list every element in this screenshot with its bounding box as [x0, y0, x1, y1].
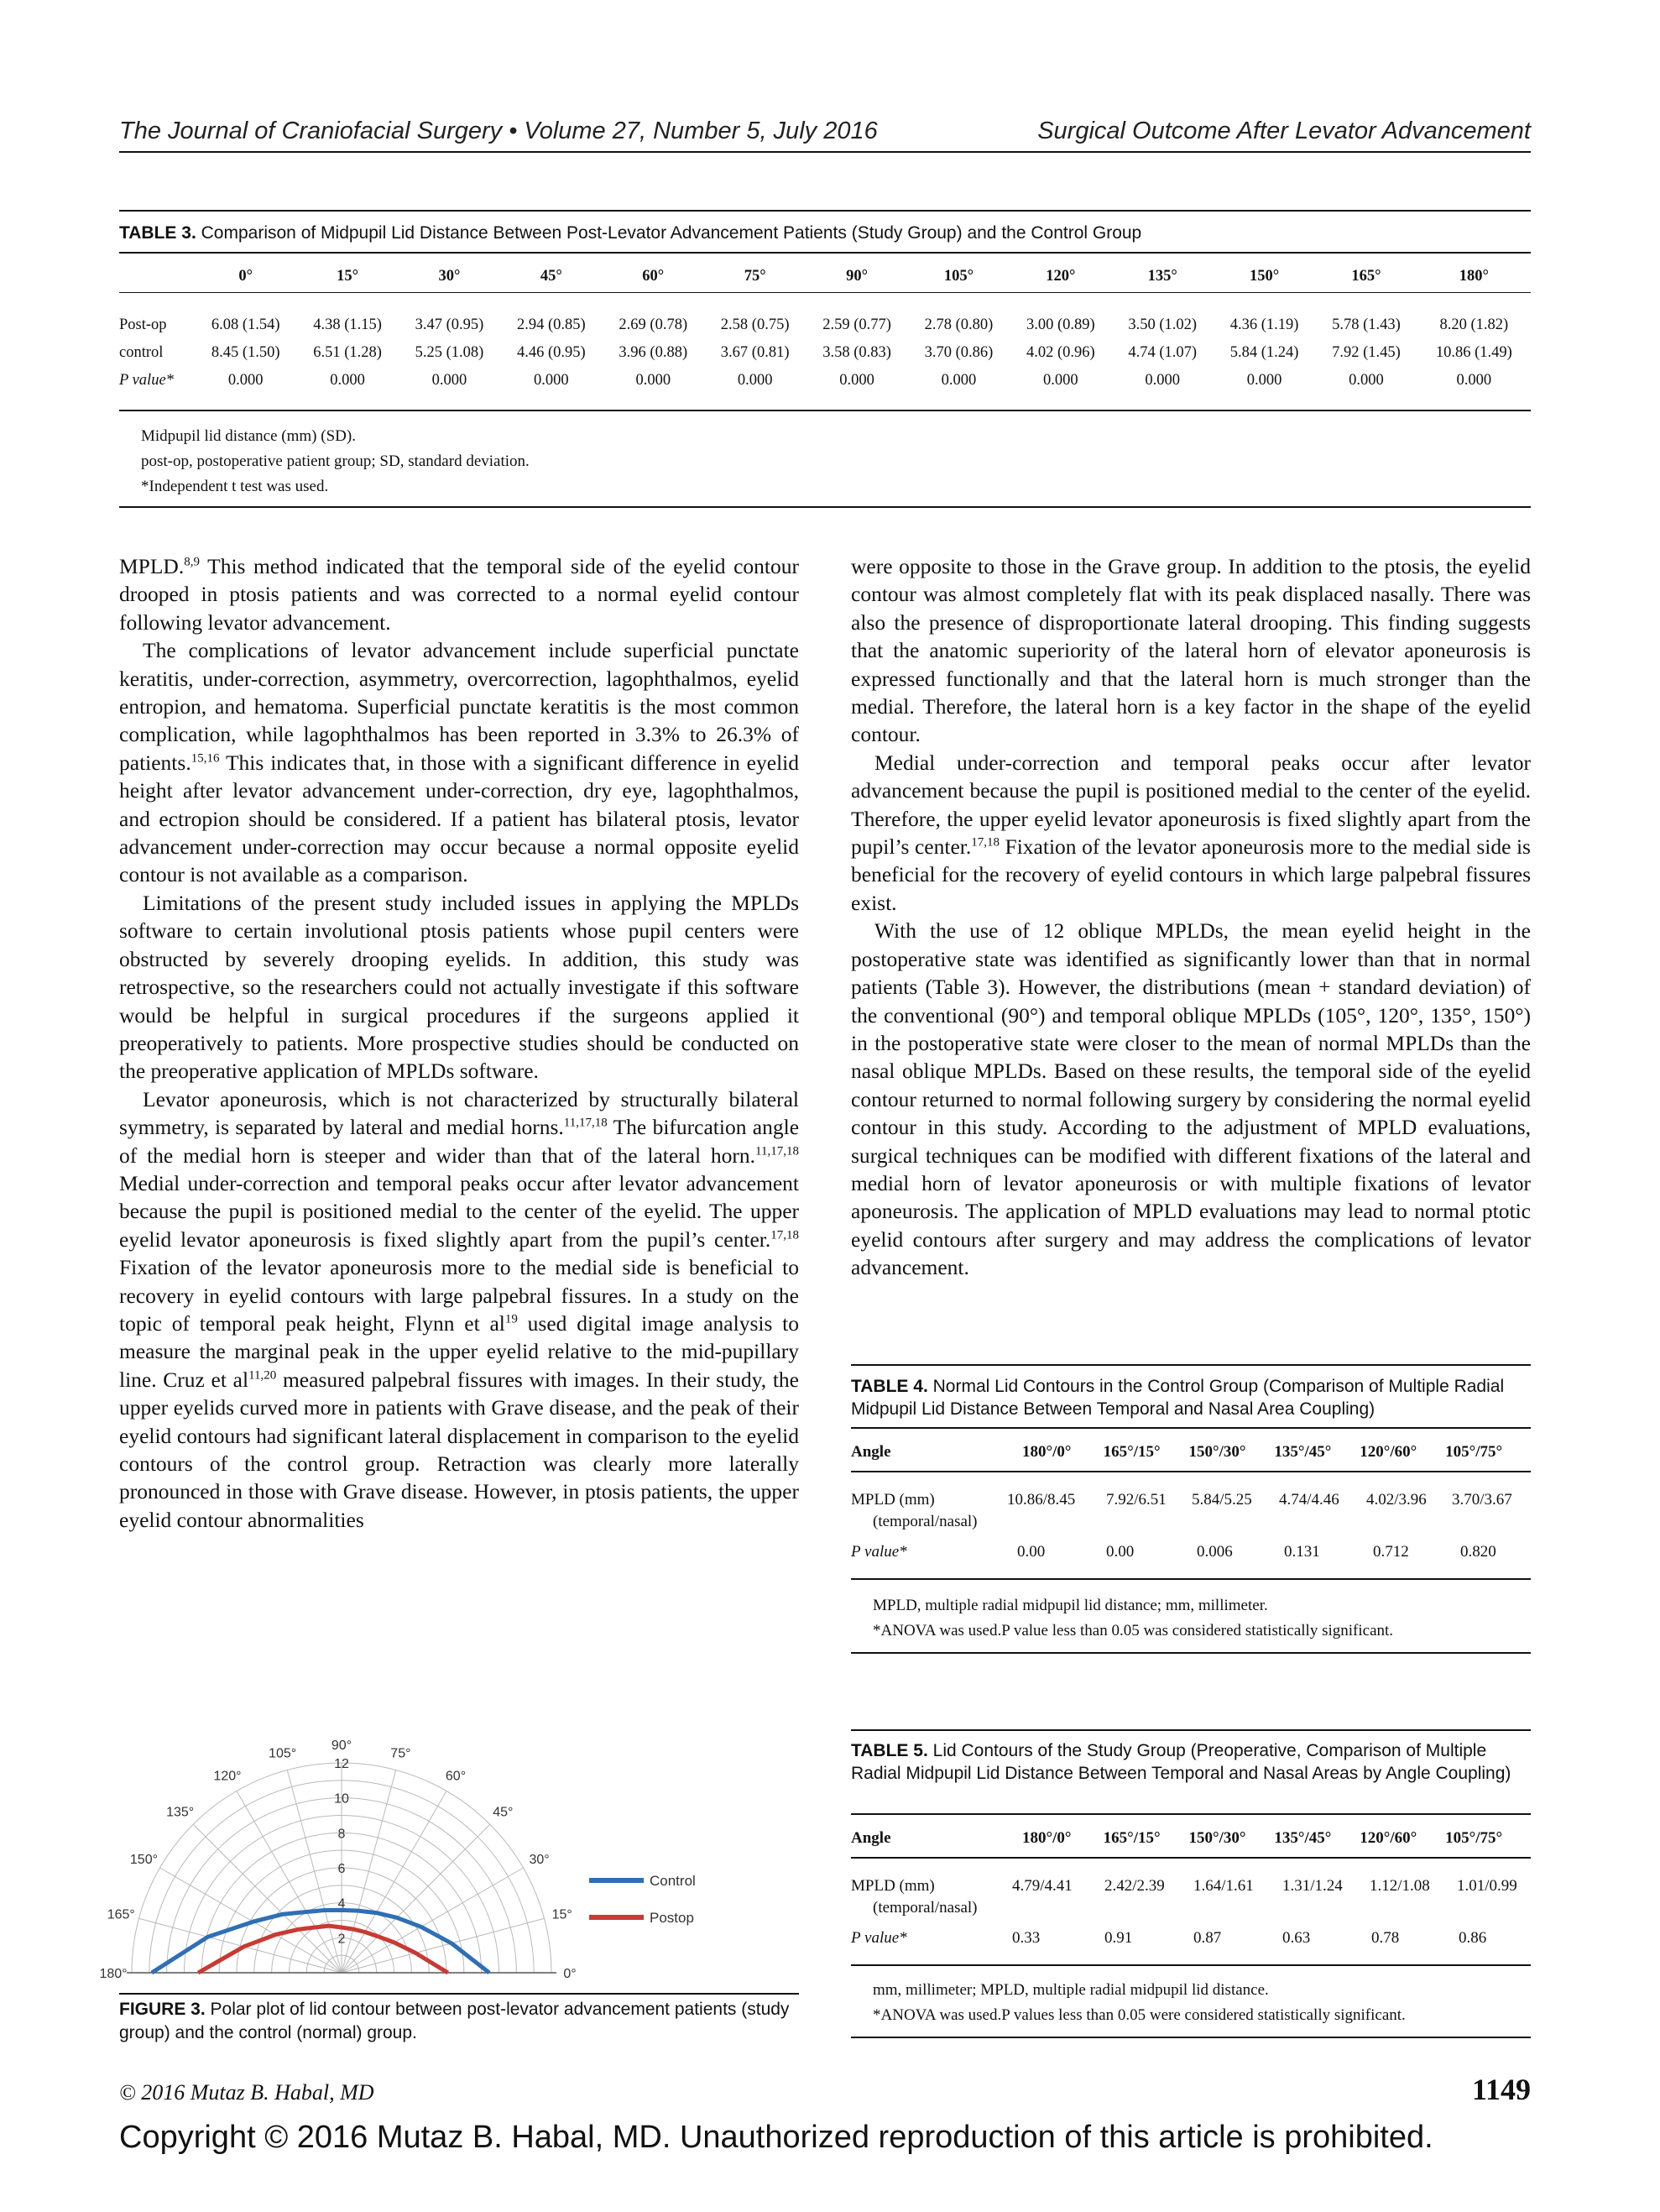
footnote: post-op, postoperative patient group; SD, standard deviation. [141, 452, 530, 470]
table3-col-75: 75° [744, 267, 766, 285]
table-cell: 4.46 (0.95) [517, 344, 586, 361]
table-cell: 0.000 [1246, 372, 1282, 389]
table-header-cell: 150°/30° [1188, 1443, 1246, 1461]
header-rule [119, 151, 1531, 153]
table-cell: 3.96 (0.88) [619, 344, 688, 361]
angle-label: 15° [551, 1907, 572, 1922]
table5-row-sublabel: (temporal/nasal) [873, 1899, 978, 1917]
table-cell: 0.000 [635, 372, 671, 389]
table-cell: 2.58 (0.75) [720, 316, 790, 333]
table3-row-label: Post-op [119, 316, 167, 333]
running-header-right: Surgical Outcome After Levator Advancement [1037, 118, 1531, 144]
grid-spoke [342, 1770, 396, 1973]
table3-row-label: P value* [119, 372, 174, 389]
paragraph: The complications of levator advancement include superficial punctate keratitis, under-correction, asymmetry, overcorrection, lagophthalmos, eyelid entropion, and hematoma. Superficial punctate keratitis is the most common complication, while lagophthalmos has been reported in 3.3% to 26.3% of patients.$^{15,16}$ This indicates that, in those with a significant difference in eyelid height after levator advancement under-correction, dry eye, lagophthalmos, and ectropion should be considered. If a patient has bilateral ptosis, levator advancement under-correction may occur because a normal opposite eyelid contour is not available as a comparison. [119, 638, 799, 887]
angle-label: 165° [107, 1907, 135, 1922]
paragraph: Medial under-correction and temporal peaks occur after levator advancement because the pupil is positioned medial to the center of the eyelid. Therefore, the upper eyelid levator aponeurosis is fixed slightly apart from the pupil’s center.$^{17,18}$ Fixation of the levator aponeurosis more to the medial side is beneficial for the recovery of eyelid contours in which large palpebral fissures exist. [851, 750, 1531, 915]
table5 [851, 1823, 1531, 1854]
table3-end-rule [119, 506, 1531, 508]
table-cell: 4.02 (0.96) [1026, 344, 1095, 361]
paragraph: were opposite to those in the Grave group. In addition to the ptosis, the eyelid contour was almost completely flat with its peak displaced nasally. There was also the presence of disproportionate lateral drooping. This finding suggests that the anatomic superiority of the lateral horn of elevator aponeurosis is expressed functionally and that the lateral horn is much stronger than the medial. Therefore, the lateral horn is a key factor in the shape of the eyelid contour. [851, 554, 1531, 747]
table5-row-label: P value* [851, 1929, 907, 1947]
table-cell: 6.51 (1.28) [313, 344, 382, 361]
table5-caption-rule [851, 1813, 1531, 1815]
table-cell: 1.12/1.08 [1370, 1877, 1430, 1895]
footnote: *ANOVA was used.P value less than 0.05 was considered statistically significant. [873, 1622, 1394, 1639]
table-cell: 2.59 (0.77) [822, 316, 891, 333]
table-cell: 0.000 [227, 372, 264, 389]
table-cell: 8.45 (1.50) [211, 344, 280, 361]
table-cell: 0.000 [1456, 372, 1492, 389]
grid-spoke [342, 1868, 524, 1973]
copyright-notice: Copyright © 2016 Mutaz B. Habal, MD. Unauthorized reproduction of this article is prohibited. [119, 2120, 1433, 2155]
table4-end-rule [851, 1652, 1531, 1654]
table4 [851, 1437, 1531, 1467]
angle-label: 45° [493, 1805, 514, 1820]
table-row [119, 367, 1531, 395]
table-cell: 0.78 [1371, 1929, 1400, 1947]
table-cell: 5.84/5.25 [1192, 1491, 1252, 1509]
table3-col-135: 135° [1147, 267, 1177, 285]
radial-tick-label: 2 [337, 1932, 346, 1947]
table-cell: 1.01/0.99 [1457, 1877, 1517, 1895]
radial-tick-label: 12 [334, 1757, 349, 1771]
footnote: MPLD, multiple radial midpupil lid distance; mm, millimeter. [873, 1597, 1268, 1614]
table-header-cell: Angle [851, 1829, 891, 1847]
table3 [119, 260, 1531, 395]
table-header-cell: 165°/15° [1103, 1443, 1161, 1461]
grid-spoke [193, 1824, 342, 1973]
table3-col-60: 60° [642, 267, 665, 285]
table3-col-120: 120° [1046, 267, 1076, 285]
angle-label: 135° [166, 1805, 195, 1820]
table5-top-rule [851, 1729, 1531, 1731]
table5-header-row [851, 1823, 1531, 1854]
footnote: mm, millimeter; MPLD, multiple radial midpupil lid distance. [873, 1981, 1269, 1999]
table-cell: 0.000 [1349, 372, 1384, 389]
table-header-cell: 120°/60° [1360, 1829, 1417, 1847]
table-cell: 4.38 (1.15) [313, 316, 382, 333]
table-cell: 0.86 [1459, 1929, 1487, 1947]
angle-label: 60° [445, 1769, 467, 1784]
angle-label: 75° [390, 1746, 411, 1761]
table-cell: 0.63 [1282, 1929, 1311, 1947]
table-header-cell: Angle [851, 1443, 891, 1461]
table3-header-row [119, 260, 1531, 293]
running-header-left: The Journal of Craniofacial Surgery • Volume 27, Number 5, July 2016 [119, 118, 878, 144]
table-cell: 3.67 (0.81) [720, 344, 790, 361]
table5-header-rule [851, 1857, 1531, 1859]
table-header-cell: 135°/45° [1274, 1829, 1332, 1847]
radial-tick-label: 4 [337, 1896, 346, 1911]
table-header-cell: 165°/15° [1103, 1829, 1161, 1847]
table4-caption-rule [851, 1427, 1531, 1429]
table-cell: 0.000 [839, 372, 874, 389]
table-cell: 0.131 [1284, 1543, 1320, 1561]
table-header-cell: 105°/75° [1445, 1829, 1503, 1847]
table3-col-0: 0° [238, 267, 253, 285]
table3-caption: TABLE 3. Comparison of Midpupil Lid Distance Between Post-Levator Advancement Patients (Study Group) and the Control Group [119, 223, 1142, 243]
table-cell: 5.78 (1.43) [1332, 316, 1401, 333]
table-cell: 4.74 (1.07) [1128, 344, 1198, 361]
table5-caption: TABLE 5. Lid Contours of the Study Group (Preoperative, Comparison of Multiple Radial Midpupil Lid Distance Between Temporal and Nasal Areas by Angle Coupling) [851, 1741, 1511, 1783]
paragraph: With the use of 12 oblique MPLDs, the mean eyelid height in the postoperative state was identified as significantly lower than that in normal patients (Table 3). However, the distributions (mean + standard deviation) of the conventional (90°) and temporal oblique MPLDs (105°, 120°, 135°, 150°) in the postoperative state were closer to the mean of normal MPLDs than the nasal oblique MPLDs. Based on these results, the temporal side of the eyelid contour returned to normal following surgery by considering the normal eyelid contour in this study. According to the adjustment of MPLD evaluations, surgical techniques can be modified with different fixations of the lateral and medial horn of levator aponeurosis or with multiple fixations of levator aponeurosis. The application of MPLD evaluations may lead to normal ptotic eyelid contours after surgery and may address the complications of levator advancement. [851, 918, 1531, 1280]
table-cell: 10.86/8.45 [1007, 1491, 1076, 1509]
table-cell: 2.69 (0.78) [619, 316, 688, 333]
table-header-cell: 120°/60° [1360, 1443, 1417, 1461]
table4-header-row [851, 1437, 1531, 1467]
angle-label: 105° [269, 1746, 297, 1761]
table-cell: 4.36 (1.19) [1229, 316, 1299, 333]
table5-footnotes [873, 1978, 1406, 2028]
table-cell: 0.000 [941, 372, 977, 389]
table4-row-sublabel: (temporal/nasal) [873, 1513, 978, 1530]
angle-label: 0° [563, 1967, 577, 1981]
table3-caption-rule [119, 252, 1531, 254]
left-column [119, 552, 799, 1534]
table-cell: 7.92 (1.45) [1332, 344, 1401, 361]
table-cell: 7.92/6.51 [1106, 1491, 1167, 1509]
table-cell: 3.70/3.67 [1452, 1491, 1512, 1509]
table-cell: 0.000 [1043, 372, 1078, 389]
legend-label: Control [650, 1873, 696, 1889]
table3-col-45: 45° [540, 267, 562, 285]
table-row [119, 311, 1531, 339]
table3-col-105: 105° [943, 267, 974, 285]
table3-col-15: 15° [337, 267, 359, 285]
table-cell: 3.58 (0.83) [822, 344, 891, 361]
table-cell: 0.000 [431, 372, 467, 389]
grid-spoke [342, 1791, 446, 1973]
table-cell: 0.87 [1193, 1929, 1222, 1947]
table-row [119, 339, 1531, 367]
table-cell: 4.79/4.41 [1012, 1877, 1073, 1895]
figure3-rule [119, 1993, 799, 1995]
table-cell: 2.78 (0.80) [924, 316, 994, 333]
table-header-cell: 180°/0° [1022, 1829, 1072, 1847]
table-cell: 0.000 [1145, 372, 1181, 389]
angle-label: 30° [529, 1853, 550, 1867]
table4-caption: TABLE 4. Normal Lid Contours in the Control Group (Comparison of Multiple Radial Midpupil Lid Distance Between Temporal and Nasal Area Coupling) [851, 1377, 1505, 1419]
table-cell: 0.00 [1106, 1543, 1135, 1561]
table5-end-rule [851, 2037, 1531, 2038]
table-header-cell: 150°/30° [1188, 1829, 1246, 1847]
table-cell: 3.47 (0.95) [415, 316, 484, 333]
angle-label: 150° [129, 1853, 158, 1867]
grid-spoke [159, 1868, 342, 1973]
legend-label: Postop [650, 1910, 694, 1926]
table4-row-label: MPLD (mm) [851, 1491, 935, 1509]
grid-spoke [342, 1824, 490, 1973]
table3-row-label: control [119, 344, 164, 361]
polar-plot-figure [99, 1687, 799, 1990]
paragraph: Levator aponeurosis, which is not characterized by structurally bilateral symmetry, is separated by lateral and medial horns.$^{11,17,18}$ The bifurcation angle of the medial horn is steeper and wider than that of the lateral horn.$^{11,17,18}$ Medial under-correction and temporal peaks occur after levator advancement because the pupil is positioned medial to the center of the eyelid. The upper eyelid levator aponeurosis is fixed slightly apart from the pupil’s center.$^{17,18}$ Fixation of the levator aponeurosis more to the medial side is beneficial to recovery in eyelid contours with large palpebral fissures. In a study on the topic of temporal peak height, Flynn et $al^{19}$ used digital image analysis to measure the marginal peak in the upper eyelid relative to the mid-pupillary line. Cruz et al$^{11,20}$ measured palpebral fissures with images. In their study, the upper eyelids curved more in patients with Grave disease, and the peak of their eyelid contours had significant lateral displacement in comparison to the eyelid contours of the control group. Retraction was clearly more laterally pronounced in those with Grave disease. However, in ptosis patients, the upper eyelid contour abnormalities [119, 1086, 800, 1532]
right-column [851, 552, 1531, 1282]
table3-col-30: 30° [438, 267, 461, 285]
table-header-cell: 180°/0° [1022, 1443, 1072, 1461]
figure3-caption: FIGURE 3. Polar plot of lid contour between post-levator advancement patients (study group) and the control (normal) group. [119, 2000, 790, 2042]
table3-col-150: 150° [1250, 267, 1280, 285]
angle-label: 120° [213, 1769, 242, 1784]
table4-top-rule [851, 1364, 1531, 1366]
table5-bottom-rule [851, 1964, 1531, 1966]
table-cell: 0.000 [737, 372, 773, 389]
paragraph: Limitations of the present study included issues in applying the MPLDs software to certain involutional ptosis patients whose pupil centers were obstructed by severely drooping eyelids. In addition, this study was retrospective, so the researchers could not actually investigate if this software would be helpful in surgical procedures if the surgeons applied it preoperatively to patients. More prospective studies should be conducted on the preoperative application of MPLDs software. [119, 890, 799, 1084]
table-cell: 10.86 (1.49) [1435, 344, 1512, 361]
grid-spoke [342, 1918, 544, 1973]
footnote: *ANOVA was used.P values less than 0.05 were considered statistically significant. [873, 2006, 1406, 2024]
table-cell: 0.00 [1017, 1543, 1046, 1561]
table5-row-label: MPLD (mm) [851, 1877, 935, 1895]
table-cell: 0.91 [1104, 1929, 1133, 1947]
table-cell: 3.00 (0.89) [1026, 316, 1095, 333]
angle-label: 90° [331, 1739, 352, 1753]
table-cell: 5.84 (1.24) [1229, 344, 1299, 361]
table3-col-90: 90° [846, 267, 868, 285]
table3-bottom-rule [119, 410, 1531, 411]
table3-col-180: 180° [1459, 267, 1489, 285]
radial-tick-label: 6 [337, 1862, 346, 1876]
table4-header-rule [851, 1471, 1531, 1472]
paragraph: MPLD.$^{8,9}$ This method indicated that the temporal side of the eyelid contour drooped in ptosis patients and was corrected to a normal eyelid contour following levator advancement. [119, 554, 799, 635]
table-cell: 0.000 [330, 372, 365, 389]
table-header-cell: 135°/45° [1274, 1443, 1332, 1461]
table4-row-label: P value* [851, 1543, 907, 1561]
table4-footnotes [873, 1593, 1393, 1644]
table-cell: 0.006 [1197, 1543, 1233, 1561]
table-cell: 4.02/3.96 [1366, 1491, 1427, 1509]
table3-top-rule [119, 210, 1531, 212]
footnote: Midpupil lid distance (mm) (SD). [141, 427, 356, 445]
radial-tick-label: 8 [337, 1827, 346, 1842]
table-cell: 5.25 (1.08) [415, 344, 484, 361]
table-cell: 3.50 (1.02) [1128, 316, 1198, 333]
table-cell: 2.42/2.39 [1104, 1877, 1165, 1895]
table-cell: 6.08 (1.54) [211, 316, 280, 333]
legend [589, 1873, 696, 1926]
table-cell: 1.64/1.61 [1193, 1877, 1254, 1895]
table-cell: 1.31/1.24 [1282, 1877, 1343, 1895]
table3-footnotes [141, 424, 530, 499]
table-cell: 0.33 [1012, 1929, 1041, 1947]
angle-label: 180° [99, 1967, 128, 1981]
table3-col-165: 165° [1351, 267, 1381, 285]
radial-tick-label: 10 [334, 1791, 349, 1807]
table-cell: 4.74/4.46 [1279, 1491, 1339, 1509]
table4-bottom-rule [851, 1578, 1531, 1580]
table-header-cell: 105°/75° [1445, 1443, 1503, 1461]
table-cell: 3.70 (0.86) [924, 344, 994, 361]
footer-left: © 2016 Mutaz B. Habal, MD [119, 2080, 374, 2105]
footnote: *Independent t test was used. [141, 478, 329, 495]
page-number: 1149 [1471, 2073, 1531, 2106]
table-cell: 0.000 [534, 372, 569, 389]
table-cell: 2.94 (0.85) [517, 316, 586, 333]
table-cell: 8.20 (1.82) [1439, 316, 1509, 333]
table-cell: 0.820 [1460, 1543, 1496, 1561]
table-cell: 0.712 [1373, 1543, 1409, 1561]
